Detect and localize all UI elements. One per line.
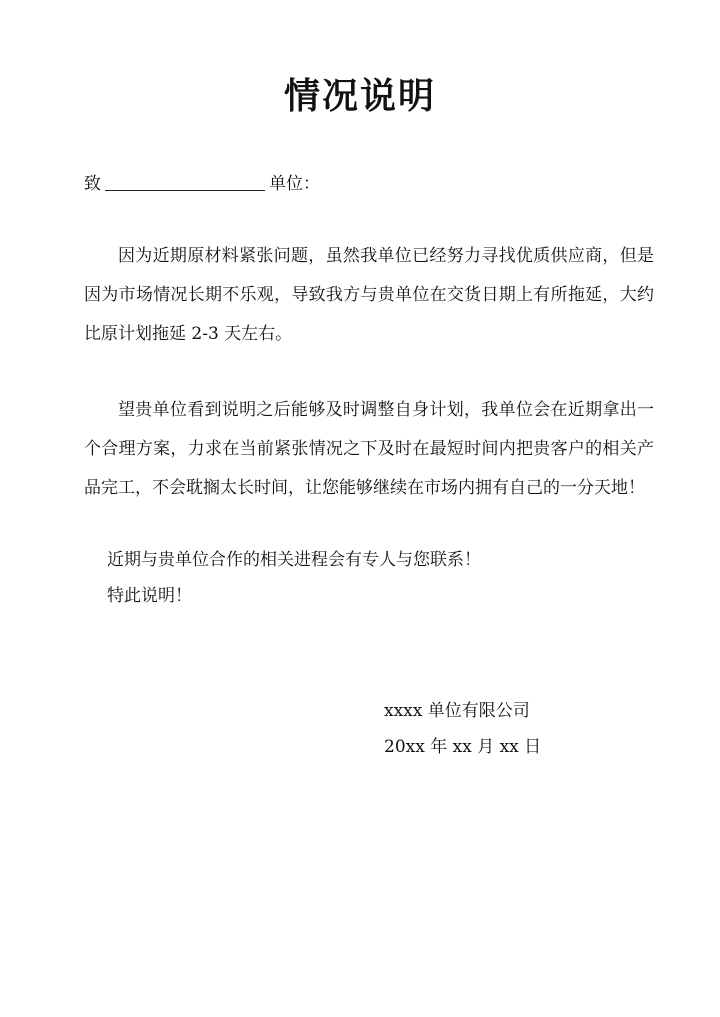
paragraph-contact: 近期与贵单位合作的相关进程会有专人与您联系！: [107, 550, 481, 570]
paragraph-delay-reason: 因为近期原材料紧张问题，虽然我单位已经努力寻找优质供应商，但是因为市场情况长期不乐观，导致我方与贵单位在交货日期上有所拖延，大约比原计划拖延 2-3 天左右。: [84, 246, 654, 344]
addressee-prefix: 致: [84, 174, 101, 194]
signature-date: 20xx 年 xx 月 xx 日: [384, 737, 542, 757]
addressee-line: [84, 170, 320, 198]
signature-company: xxxx 单位有限公司: [384, 701, 530, 721]
document-title: 情况说明: [283, 75, 436, 117]
addressee-blank: [105, 170, 265, 191]
paragraph-request: 望贵单位看到说明之后能够及时调整自身计划，我单位会在近期拿出一个合理方案，力求在当前紧张情况之下及时在最短时间内把贵客户的相关产品完工，不会耽搁太长时间，让您能够继续在市场内拥有自己的一分天地！: [84, 400, 654, 498]
paragraph-closing: 特此说明！: [107, 586, 192, 606]
addressee-suffix: 单位：: [269, 174, 320, 194]
